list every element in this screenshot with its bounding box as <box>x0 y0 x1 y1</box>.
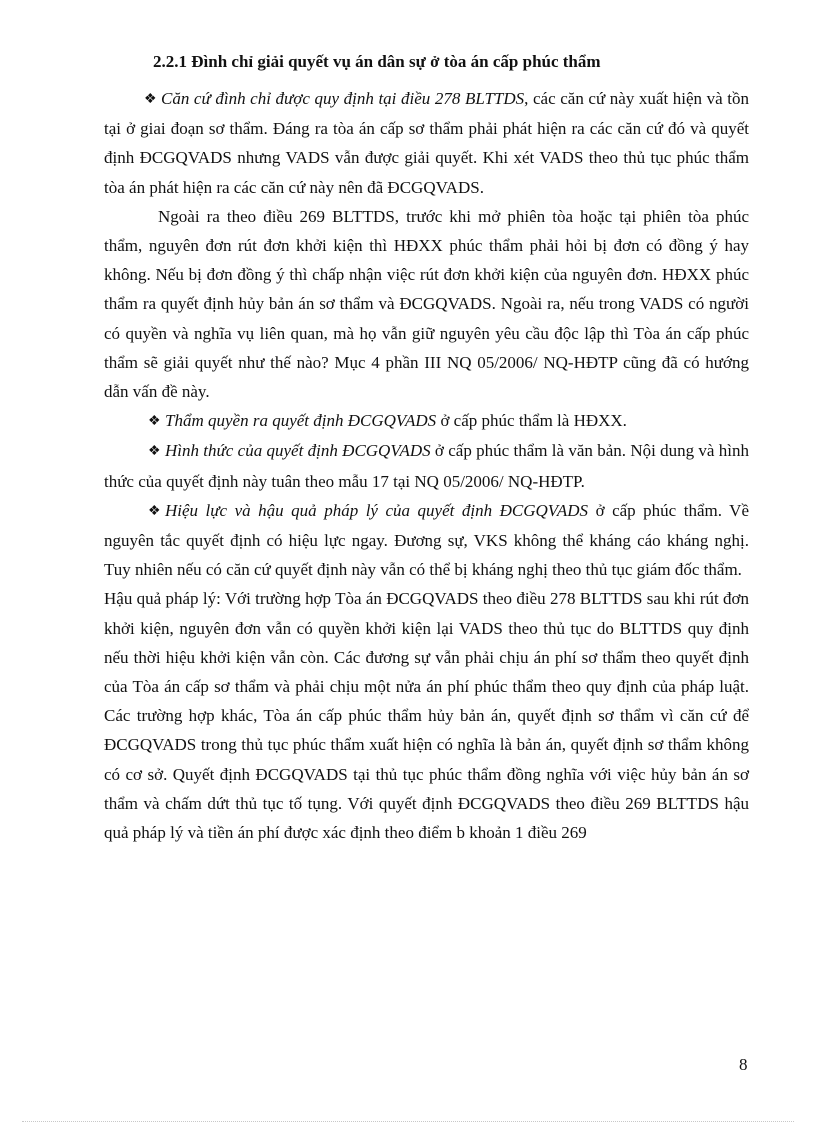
diamond-bullet-icon: ❖ <box>148 444 161 460</box>
paragraph-form <box>104 436 749 495</box>
paragraph-emphasis: Căn cứ đình chỉ được quy định tại điều 278 BLTTDS <box>161 89 525 108</box>
paragraph-text: ở cấp phúc thẩm là văn bản. Nội dung và hình thức của quyết định này tuân theo mẫu 17 tại NQ 05/2006/ NQ-HĐTP. <box>104 441 750 491</box>
paragraph-text: ở cấp phúc thẩm. Về nguyên tắc quyết định có hiệu lực ngay. Đương sự, VKS không thể kháng cáo kháng nghị. Tuy nhiên nếu có căn cứ quyết định này vẫn có thể bị kháng nghị theo thủ tục giám đốc thẩm. <box>104 500 750 580</box>
paragraph-legal-consequence: Hậu quả pháp lý: Với trường hợp Tòa án ĐCGQVADS theo điều 278 BLTTDS sau khi rút đơn khởi kiện, nguyên đơn vẫn có quyền khởi kiện lại VADS theo thủ tục do BLTTDS quy định nếu thời hiệu khởi kiện vẫn còn. Các đương sự vẫn phải chịu án phí sơ thẩm theo quyết định của Tòa án cấp sơ thẩm và phải chịu một nửa án phí phúc thẩm theo quy định của pháp luật. Các trường hợp khác, Tòa án cấp phúc thẩm hủy bản án, quyết định sơ thẩm vì căn cứ để ĐCGQVADS trong thủ tục phúc thẩm xuất hiện có nghĩa là bản án, quyết định sơ thẩm không có cơ sở. Quyết định ĐCGQVADS tại thủ tục phúc thẩm đồng nghĩa với việc hủy bản án sơ thẩm và chấm dứt thủ tục tố tụng. Với quyết định ĐCGQVADS theo điều 269 BLTTDS hậu quả pháp lý và tiền án phí được xác định theo điểm b khoản 1 điều 269 <box>104 589 749 843</box>
paragraph-grounds <box>104 84 749 202</box>
page-number: 8 <box>739 1055 748 1074</box>
document-body <box>104 84 749 847</box>
paragraph-effect <box>104 496 749 585</box>
paragraph-text: ở cấp phúc thẩm là HĐXX. <box>436 411 627 431</box>
diamond-bullet-icon: ❖ <box>148 503 161 519</box>
paragraph-emphasis: Hiệu lực và hậu quả pháp lý của quyết định ĐCGQVADS <box>165 500 589 520</box>
paragraph-text: , các căn cứ này xuất hiện và tồn tại ở giai đoạn sơ thẩm. Đáng ra tòa án cấp sơ thẩm phải phát hiện ra các căn cứ đó và quyết định ĐCGQVADS nhưng VADS vẫn được giải quyết. Khi xét VADS theo thủ tục phúc thẩm tòa án phát hiện ra các căn cứ này nên đã ĐCGQVADS. <box>104 89 749 197</box>
paragraph-emphasis: Thẩm quyền ra quyết định ĐCGQVADS <box>165 411 437 431</box>
paragraph-emphasis: Hình thức của quyết định ĐCGQVADS <box>165 441 431 461</box>
paragraph-authority <box>104 406 749 436</box>
page-bottom-border <box>22 1121 794 1122</box>
diamond-bullet-icon: ❖ <box>148 414 161 430</box>
section-heading: 2.2.1 Đình chỉ giải quyết vụ án dân sự ở tòa án cấp phúc thẩm <box>153 52 601 71</box>
paragraph-withdrawal: Ngoài ra theo điều 269 BLTTDS, trước khi mở phiên tòa hoặc tại phiên tòa phúc thẩm, nguyên đơn rút đơn khởi kiện thì HĐXX phúc thẩm phải hỏi bị đơn có đồng ý hay không. Nếu bị đơn đồng ý thì chấp nhận việc rút đơn khởi kiện của nguyên đơn. HĐXX phúc thẩm ra quyết định hủy bản án sơ thẩm và ĐCGQVADS. Ngoài ra, nếu trong VADS có người có quyền và nghĩa vụ liên quan, mà họ vẫn giữ nguyên yêu cầu độc lập thì Tòa án cấp phúc thẩm sẽ giải quyết như thế nào? Mục 4 phần III NQ 05/2006/ NQ-HĐTP cũng đã có hướng dẫn vấn đề này. <box>104 206 749 402</box>
diamond-bullet-icon: ❖ <box>144 92 157 107</box>
